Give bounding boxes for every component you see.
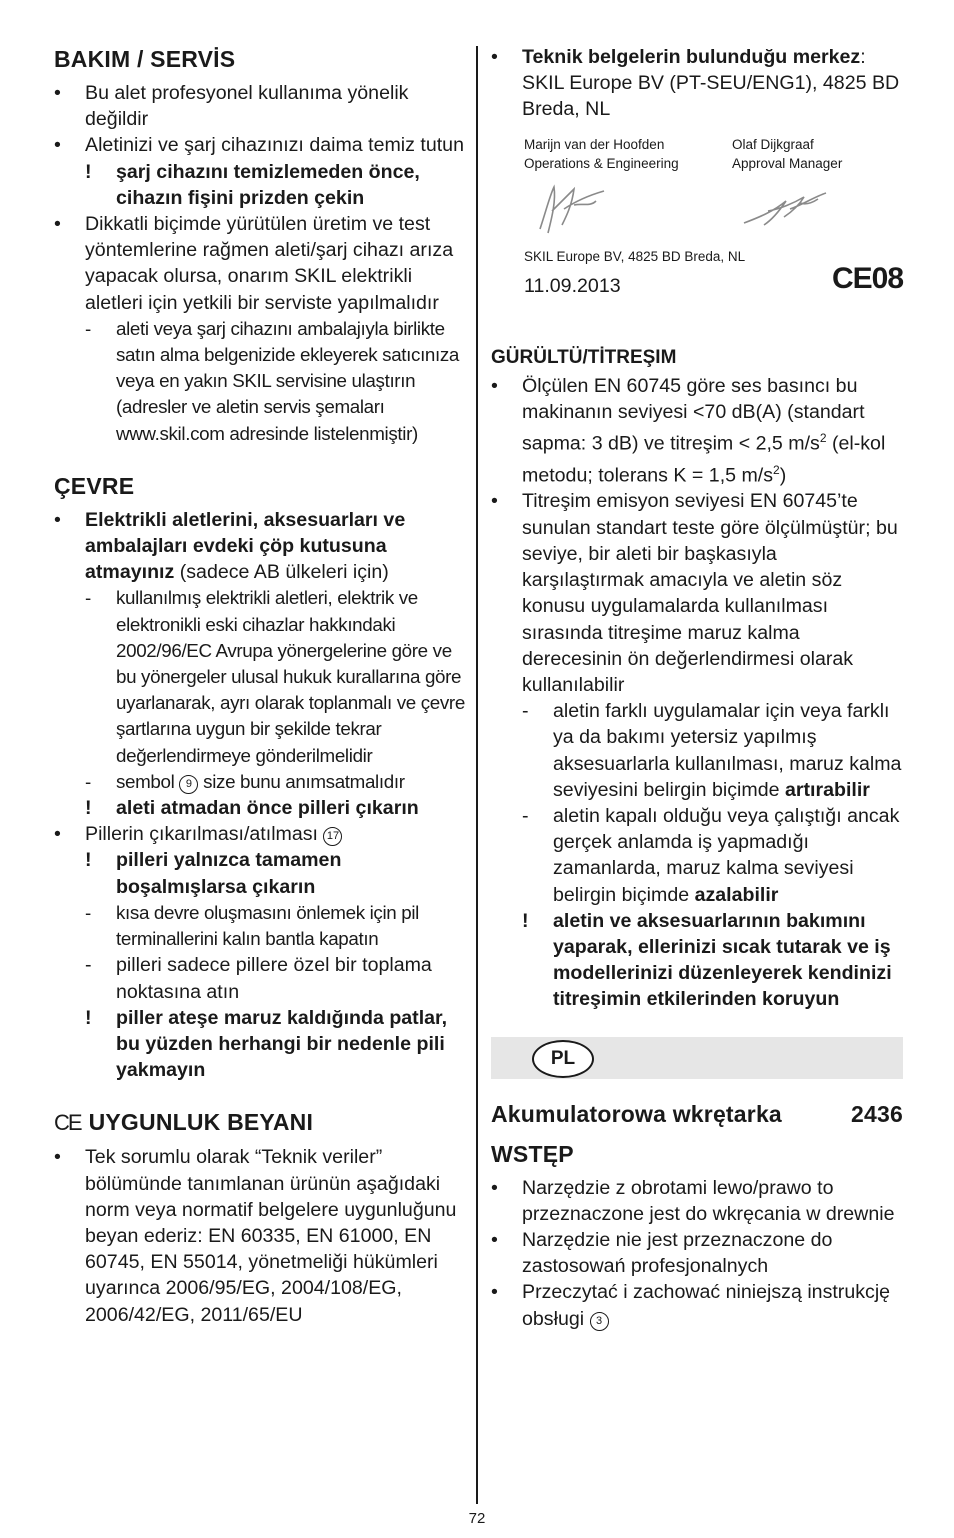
list-item	[54, 507, 470, 586]
signature-date: 11.09.2013	[524, 274, 621, 297]
item-text: Narzędzie z obrotami lewo/prawo to przeznaczone jest do wkręcania w drewnie	[522, 1176, 895, 1225]
bullet-marker: •	[54, 508, 61, 531]
warning-text: aletin ve aksesuarlarının bakımını yaparak, ellerinizi sıcak tutarak ve iş modellerinizi düzenleyerek kendinizi titreşimin etkilerinden koruyun	[553, 909, 892, 1011]
item-text-bold: azalabilir	[694, 883, 779, 906]
dash-marker: -	[85, 587, 91, 609]
list-item	[491, 373, 903, 489]
list-item	[54, 211, 470, 316]
warning-text: aleti atmadan önce pilleri çıkarın	[116, 797, 419, 820]
warning-marker: !	[85, 1006, 92, 1029]
item-text: Ölçülen EN 60745 göre ses basıncı bu makinanın seviyesi <70 dB(A) (standart sapma: 3 dB) ve titreşim < 2,5 m/s	[522, 374, 865, 455]
item-text: size bunu anımsatmalıdır	[198, 770, 405, 792]
ce-mark-icon: CE	[54, 1110, 81, 1136]
item-text: kısa devre oluşmasını önlemek için pil terminallerini kalın bantla kapatın	[116, 901, 419, 950]
figure-ref-icon: 9	[179, 775, 198, 794]
section-heading-gurultu: GÜRÜLTÜ/TİTREŞIM	[491, 346, 677, 368]
bullet-marker: •	[54, 134, 61, 157]
item-text: Aletinizi ve şarj cihazınızı daima temiz tutun	[85, 134, 464, 157]
language-badge: PL	[532, 1040, 594, 1078]
bullet-marker: •	[54, 823, 61, 846]
product-title	[491, 1099, 903, 1129]
item-text: Titreşim emisyon seviyesi EN 60745’te sunulan standart teste göre ölçülmüştür; bu seviye, bir aleti bir başkasıyla karşılaştırmak amacıyla ve aletin söz konusu uygulamalarda kullanılması sırasında titreşime maruz kalma derecesinin ön değerlendirmesi olarak kullanılabilir	[522, 490, 898, 696]
bullet-marker: •	[491, 374, 498, 397]
left-column	[54, 44, 470, 1352]
figure-ref-icon: 3	[590, 1312, 609, 1331]
item-text: Tek sorumlu olarak “Teknik veriler” bölümünde tanımlanan ürünün aşağıdaki norm veya normatif belgelere uygunluğunu beyan ederiz: EN 60335, EN 61000, EN 60745, EN 55014, yönetmeliği hükümleri uyarınca 2006/95/EG, 2004/108/EG, 2006/42/EG, 2011/65/EU	[85, 1146, 457, 1326]
superscript: 2	[819, 431, 827, 446]
item-text: aletin farklı uygulamalar için veya farklı ya da bakımı yetersiz yapılmış aksesuarlarla kullanılması, maruz kalma seviyesini belirgin biçimde	[553, 700, 902, 801]
section-heading-wstep: WSTĘP	[491, 1140, 574, 1167]
dash-item	[85, 900, 470, 952]
list-item	[54, 132, 470, 158]
dash-marker: -	[522, 804, 529, 827]
item-text: aletin kapalı olduğu veya çalıştığı ancak gerçek anlamda iş yapmadığı zamanlarda, maruz kalma seviyesi belirgin biçimde	[553, 804, 900, 906]
warning-item	[85, 159, 470, 211]
dash-item	[85, 952, 470, 1004]
item-text: Pillerin çıkarılması/atılması	[85, 823, 324, 846]
dash-marker: -	[85, 770, 91, 792]
dash-item	[522, 803, 903, 908]
dash-item	[85, 585, 470, 768]
dash-marker: -	[85, 317, 91, 339]
dash-marker: -	[522, 700, 529, 723]
list-item	[491, 488, 903, 698]
section-uygunluk	[54, 1107, 470, 1327]
item-text: (sadece AB ülkeleri için)	[174, 561, 389, 584]
warning-item	[85, 847, 470, 899]
warning-marker: !	[85, 160, 92, 183]
section-gurultu	[491, 345, 903, 1013]
signatory-2	[732, 135, 842, 173]
item-text: )	[779, 464, 787, 487]
section-heading-bakim: BAKIM / SERVİS	[54, 46, 236, 72]
signatory-role: Operations & Engineering	[524, 155, 679, 171]
dash-item	[85, 316, 470, 447]
signature-1-image	[534, 181, 614, 237]
ce-mark-icon: CE08	[831, 261, 903, 295]
warning-text: şarj cihazını temizlemeden önce, cihazın fişini prizden çekin	[116, 160, 420, 209]
dash-marker: -	[85, 954, 92, 977]
bullet-marker: •	[491, 46, 498, 68]
item-text: (el-kol metodu; tolerans K = 1,5 m/s	[522, 432, 886, 487]
item-text-bold: Elektrikli aletlerini, aksesuarları ve ambalajları evdeki çöp kutusuna atmayınız	[85, 508, 406, 584]
bullet-marker: •	[491, 1176, 498, 1199]
product-model: 2436	[851, 1100, 903, 1127]
signature-block	[524, 135, 903, 345]
column-divider	[476, 46, 478, 1504]
bullet-marker: •	[491, 1228, 498, 1251]
item-text: pilleri sadece pillere özel bir toplama noktasına atın	[116, 954, 432, 1003]
warning-text: pilleri yalnızca tamamen boşalmışlarsa çıkarın	[116, 849, 342, 898]
signatory-name: Olaf Dijkgraaf	[732, 136, 814, 152]
warning-item	[85, 795, 470, 821]
bullet-marker: •	[491, 490, 498, 513]
bullet-marker: •	[54, 1146, 61, 1169]
item-text-bold: artırabilir	[784, 778, 870, 801]
list-item	[491, 44, 903, 123]
language-bar-pl	[491, 1037, 903, 1079]
dash-marker: -	[85, 901, 91, 923]
signatory-role: Approval Manager	[732, 155, 843, 171]
list-item	[491, 1279, 903, 1331]
list-item	[54, 1144, 470, 1327]
warning-item	[522, 908, 903, 1013]
page-number: 72	[468, 1510, 486, 1527]
section-heading-uygunluk	[54, 1107, 470, 1138]
list-item	[491, 1175, 903, 1227]
signature-2-image	[740, 187, 830, 231]
item-text: sembol	[116, 770, 180, 792]
bullet-marker: •	[491, 1281, 498, 1304]
warning-marker: !	[85, 797, 92, 820]
section-heading-cevre: ÇEVRE	[54, 472, 135, 499]
item-text: : SKIL Europe BV (PT-SEU/ENG1), 4825 BD Breda, NL	[522, 46, 900, 121]
right-column	[491, 44, 903, 1332]
warning-item	[85, 1005, 470, 1084]
company-address: SKIL Europe BV, 4825 BD Breda, NL	[524, 248, 746, 264]
section-cevre	[54, 471, 470, 1083]
item-text: aleti veya şarj cihazını ambalajıyla birlikte satın alma belgenizide ekleyerek satıcınıza veya en yakın SKIL servisine ulaştırın (adresler ve aletin servis şemaları www.skil.com adresinde listelenmiştir)	[116, 317, 460, 444]
figure-ref-icon: 17	[323, 827, 342, 846]
item-text: Przeczytać i zachować niniejszą instrukcję obsługi	[522, 1281, 891, 1330]
signatory-name: Marijn van der Hoofden	[524, 136, 665, 152]
item-text-bold: Teknik belgelerin bulunduğu merkez	[522, 46, 861, 68]
item-text: Dikkatli biçimde yürütülen üretim ve test yöntemlerine rağmen aleti/şarj cihazı arıza yapacak olursa, onarım SKIL elektrikli aletleri için yetkili bir serviste yapılmalıdır	[85, 213, 454, 314]
section-bakim	[54, 44, 470, 447]
warning-marker: !	[522, 909, 529, 932]
list-item	[54, 80, 470, 132]
warning-text: piller ateşe maruz kaldığında patlar, bu yüzden herhangi bir nedenle pili yakmayın	[116, 1006, 448, 1082]
warning-marker: !	[85, 849, 92, 872]
superscript: 2	[773, 462, 780, 477]
item-text: Narzędzie nie jest przeznaczone do zastosowań profesjonalnych	[522, 1228, 833, 1278]
product-name: Akumulatorowa wkrętarka	[491, 1100, 782, 1127]
item-text: Bu alet profesyonel kullanıma yönelik değildir	[85, 82, 409, 131]
list-item	[491, 1227, 903, 1279]
heading-text: UYGUNLUK BEYANI	[88, 1109, 314, 1136]
list-item	[54, 821, 470, 847]
signatory-1	[524, 135, 679, 173]
item-text: kullanılmış elektrikli aletleri, elektrik ve elektronikli eski cihazlar hakkındaki 2002/96/EC Avrupa yönergelerine göre ve bu yönergeler ulusal hukuk kurallarına göre uyarlanarak, ayrı olarak toplanmalı ve çevre şartlarına uygun bir şekilde tekrar değerlendirmeye gönderilmelidir	[116, 587, 465, 766]
dash-item	[522, 698, 903, 803]
bullet-marker: •	[54, 213, 61, 236]
dash-item	[85, 769, 470, 795]
bullet-marker: •	[54, 82, 61, 104]
